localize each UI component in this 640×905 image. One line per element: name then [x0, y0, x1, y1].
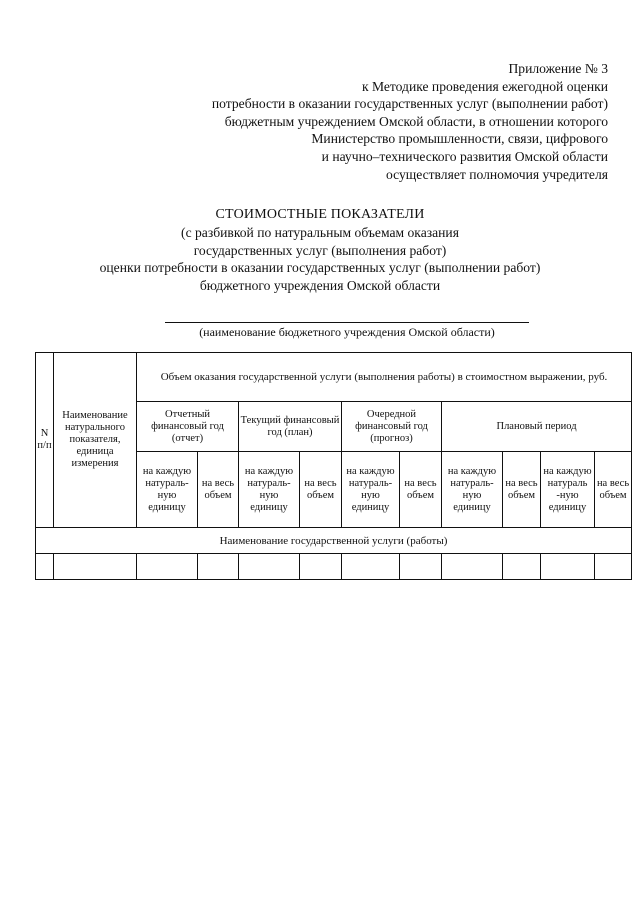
title-line: государственных услуг (выполнения работ)	[193, 242, 447, 258]
header-indicator-name: Наименование натурального показателя, единица измерения	[54, 353, 137, 528]
header-total: на весь объем	[503, 452, 541, 528]
header-current-year: Текущий финансовый год (план)	[239, 402, 342, 452]
header-per-unit: на каждую натураль-ную единицу	[137, 452, 198, 528]
table-cell	[239, 554, 300, 580]
annex-line: потребности в оказании государственных услуг (выполнении работ)	[211, 96, 608, 112]
annex-line: к Методике проведения ежегодной оценки	[361, 78, 608, 94]
table-cell	[54, 554, 137, 580]
table-row	[36, 554, 632, 580]
service-name-row: Наименование государственной услуги (работы)	[36, 528, 632, 554]
table-cell	[342, 554, 400, 580]
title-line: бюджетного учреждения Омской области	[199, 278, 441, 294]
title-main: СТОИМОСТНЫЕ ПОКАЗАТЕЛИ	[215, 207, 425, 222]
annex-number: Приложение № 3	[508, 61, 608, 76]
header-planned-period: Плановый период	[442, 402, 632, 452]
table-cell	[595, 554, 632, 580]
table-cell	[541, 554, 595, 580]
header-total: на весь объем	[198, 452, 239, 528]
annex-line: осуществляет полномочия учредителя	[385, 166, 608, 182]
cost-indicators-table	[35, 352, 632, 580]
institution-name-line	[165, 322, 529, 323]
header-total: на весь объем	[300, 452, 342, 528]
header-row-number: N п/п	[36, 353, 54, 528]
document-title	[60, 206, 580, 295]
table-cell	[198, 554, 239, 580]
header-reported-year: Отчетный финансовый год (отчет)	[137, 402, 239, 452]
title-line: (с разбивкой по натуральным объемам оказания	[181, 224, 459, 240]
table-cell	[300, 554, 342, 580]
table-cell	[36, 554, 54, 580]
header-volume: Объем оказания государственной услуги (выполнения работы) в стоимостном выражении, руб.	[137, 353, 632, 402]
header-per-unit: на каждую натураль-ную единицу	[342, 452, 400, 528]
table-cell	[137, 554, 198, 580]
header-per-unit: на каждую натураль-ную единицу	[239, 452, 300, 528]
header-total: на весь объем	[400, 452, 442, 528]
header-total: на весь объем	[595, 452, 632, 528]
header-per-unit: на каждую натураль-ную единицу	[442, 452, 503, 528]
annex-line: Министерство промышленности, связи, цифрового	[311, 131, 608, 147]
table-cell	[503, 554, 541, 580]
header-per-unit: на каждую натураль -ную единицу	[541, 452, 595, 528]
annex-line: бюджетным учреждением Омской области, в отношении которого	[224, 113, 608, 129]
header-next-year: Очередной финансовый год (прогноз)	[342, 402, 442, 452]
institution-caption: (наименование бюджетного учреждения Омской области)	[199, 325, 495, 339]
title-line: оценки потребности в оказании государственных услуг (выполнении работ)	[99, 260, 541, 276]
annex-line: и научно–технического развития Омской области	[321, 148, 608, 164]
table-cell	[400, 554, 442, 580]
annex-header	[48, 60, 608, 183]
table-cell	[442, 554, 503, 580]
